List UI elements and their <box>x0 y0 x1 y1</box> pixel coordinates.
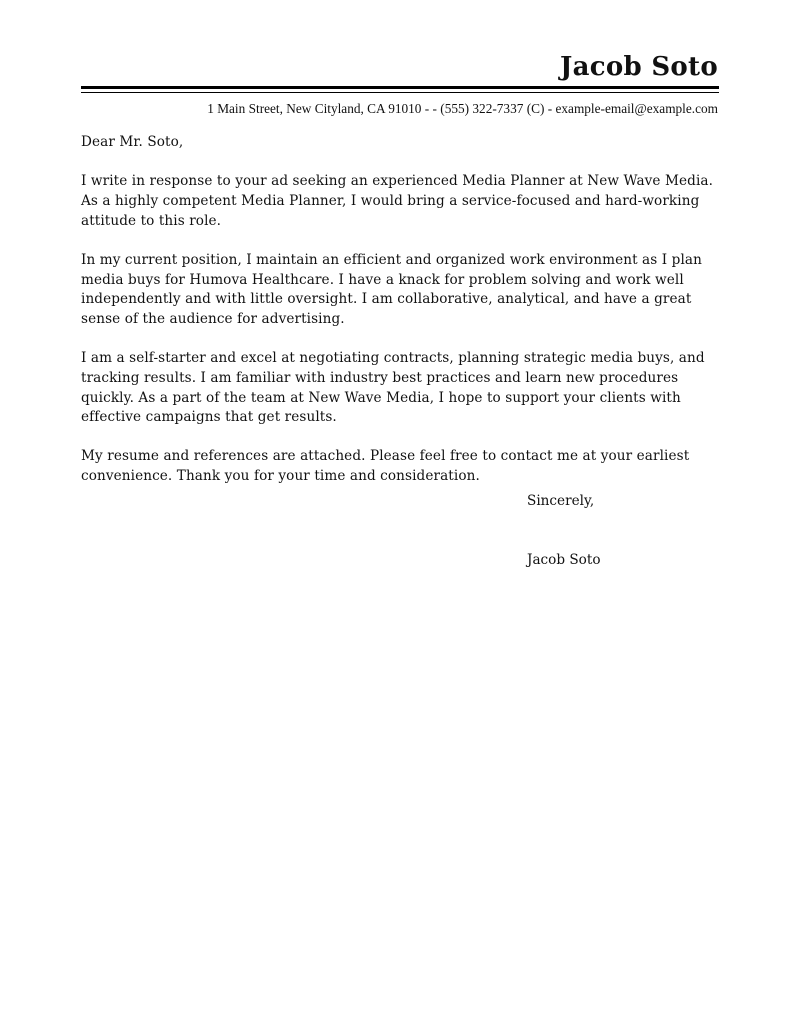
contact-info: 1 Main Street, New Cityland, CA 91010 - - (555) 322-7337 (C) - example-email@example.com <box>207 101 718 116</box>
applicant-name: Jacob Soto <box>559 52 718 82</box>
letter-body <box>81 133 721 506</box>
paragraph-skills: I am a self-starter and excel at negotiating contracts, planning strategic media buys, and tracking results. I am familiar with industry best practices and learn new procedures quickly. As a part of the team at New Wave Media, I hope to support your clients with effective campaigns that get results. <box>81 350 705 426</box>
paragraph-intro: I write in response to your ad seeking an experienced Media Planner at New Wave Media. As a highly competent Media Planner, I would bring a service-focused and hard-working attitude to this role. <box>81 173 714 229</box>
signature-name: Jacob Soto <box>527 552 601 568</box>
salutation: Dear Mr. Soto, <box>81 134 184 150</box>
header-rule-thick <box>81 86 719 89</box>
header-rule-thin <box>81 92 719 93</box>
closing-line: Sincerely, <box>527 493 595 509</box>
paragraph-current-position: In my current position, I maintain an efficient and organized work environment as I plan media buys for Humova Healthcare. I have a knack for problem solving and work well independently and with little oversight. I am collaborative, analytical, and have a great sense of the audience for advertising. <box>81 251 702 327</box>
paragraph-closing: My resume and references are attached. Please feel free to contact me at your earliest convenience. Thank you for your time and consideration. <box>81 448 690 485</box>
